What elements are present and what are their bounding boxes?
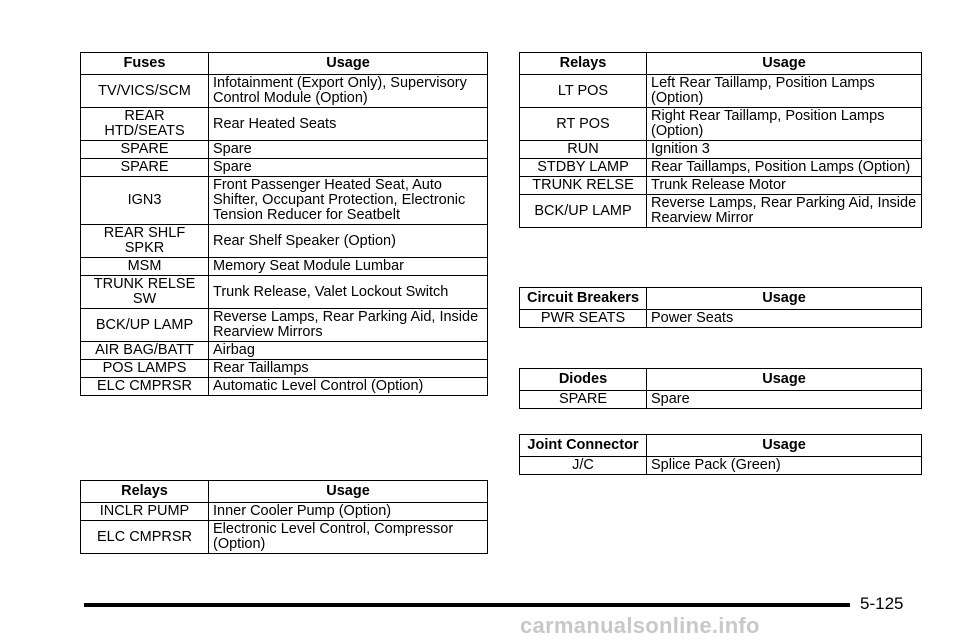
joint-connector-table	[519, 434, 922, 475]
table-row	[520, 75, 922, 108]
cell-usage: Electronic Level Control, Compressor (Option)	[209, 521, 488, 554]
cell-circuit: PWR SEATS	[520, 310, 647, 328]
cell-usage: Reverse Lamps, Rear Parking Aid, Inside Rearview Mirrors	[209, 309, 488, 342]
table-row	[81, 75, 488, 108]
table-row	[520, 457, 922, 475]
cell-circuit: MSM	[81, 258, 209, 276]
cell-usage: Ignition 3	[647, 141, 922, 159]
cell-circuit: RT POS	[520, 108, 647, 141]
cell-circuit: TRUNK RELSE	[520, 177, 647, 195]
cell-usage: Front Passenger Heated Seat, Auto Shifter, Occupant Protection, Electronic Tension Reducer for Seatbelt	[209, 177, 488, 225]
cell-usage: Spare	[209, 159, 488, 177]
table-header-row	[520, 435, 922, 457]
cell-usage: Inner Cooler Pump (Option)	[209, 503, 488, 521]
cell-circuit: POS LAMPS	[81, 360, 209, 378]
cell-usage: Airbag	[209, 342, 488, 360]
cell-usage: Spare	[647, 391, 922, 409]
table-header-row	[81, 481, 488, 503]
cell-circuit: J/C	[520, 457, 647, 475]
column-header-usage: Usage	[647, 288, 922, 310]
table-row	[520, 177, 922, 195]
column-header-name: Relays	[81, 481, 209, 503]
page-number: 5-125	[860, 594, 904, 613]
table-body	[520, 310, 922, 328]
cell-circuit: STDBY LAMP	[520, 159, 647, 177]
table-row	[520, 159, 922, 177]
cell-usage: Splice Pack (Green)	[647, 457, 922, 475]
table-row	[81, 342, 488, 360]
table-row	[520, 195, 922, 228]
circuit-breakers-table	[519, 287, 922, 328]
cell-circuit: BCK/UP LAMP	[81, 309, 209, 342]
cell-circuit: SPARE	[81, 159, 209, 177]
table-header-row	[81, 53, 488, 75]
column-header-name: Circuit Breakers	[520, 288, 647, 310]
table-row	[520, 108, 922, 141]
table-body	[81, 75, 488, 396]
cell-circuit: RUN	[520, 141, 647, 159]
cell-circuit: LT POS	[520, 75, 647, 108]
column-header-usage: Usage	[647, 369, 922, 391]
cell-circuit: SPARE	[520, 391, 647, 409]
cell-circuit: ELC CMPRSR	[81, 378, 209, 396]
column-header-usage: Usage	[209, 481, 488, 503]
table-row	[81, 159, 488, 177]
cell-circuit: AIR BAG/BATT	[81, 342, 209, 360]
table-row	[81, 225, 488, 258]
cell-circuit: SPARE	[81, 141, 209, 159]
table-header-row	[520, 53, 922, 75]
table-row	[81, 276, 488, 309]
cell-circuit: INCLR PUMP	[81, 503, 209, 521]
cell-circuit: IGN3	[81, 177, 209, 225]
cell-circuit: BCK/UP LAMP	[520, 195, 647, 228]
table-body	[520, 75, 922, 228]
cell-usage: Automatic Level Control (Option)	[209, 378, 488, 396]
table-body	[520, 457, 922, 475]
cell-usage: Right Rear Taillamp, Position Lamps (Option)	[647, 108, 922, 141]
column-header-name: Diodes	[520, 369, 647, 391]
cell-usage: Reverse Lamps, Rear Parking Aid, Inside Rearview Mirror	[647, 195, 922, 228]
table-body	[81, 503, 488, 554]
cell-circuit: TRUNK RELSE SW	[81, 276, 209, 309]
cell-usage: Left Rear Taillamp, Position Lamps (Option)	[647, 75, 922, 108]
table-row	[81, 141, 488, 159]
table-row	[81, 309, 488, 342]
table-row	[81, 177, 488, 225]
relays-table-right	[519, 52, 922, 228]
table-row	[81, 258, 488, 276]
cell-usage: Trunk Release, Valet Lockout Switch	[209, 276, 488, 309]
column-header-usage: Usage	[209, 53, 488, 75]
cell-usage: Rear Taillamps, Position Lamps (Option)	[647, 159, 922, 177]
footer-rule	[84, 603, 850, 607]
relays-table-left	[80, 480, 488, 554]
column-header-name: Joint Connector	[520, 435, 647, 457]
watermark: carmanualsonline.info	[520, 613, 760, 638]
table-row	[520, 141, 922, 159]
cell-circuit: REAR SHLF SPKR	[81, 225, 209, 258]
table-row	[81, 503, 488, 521]
cell-usage: Trunk Release Motor	[647, 177, 922, 195]
table-header-row	[520, 288, 922, 310]
table-row	[520, 310, 922, 328]
table-row	[520, 391, 922, 409]
cell-usage: Memory Seat Module Lumbar	[209, 258, 488, 276]
cell-usage: Rear Shelf Speaker (Option)	[209, 225, 488, 258]
cell-circuit: TV/VICS/SCM	[81, 75, 209, 108]
column-header-usage: Usage	[647, 435, 922, 457]
column-header-usage: Usage	[647, 53, 922, 75]
cell-usage: Infotainment (Export Only), Supervisory Control Module (Option)	[209, 75, 488, 108]
cell-usage: Power Seats	[647, 310, 922, 328]
table-body	[520, 391, 922, 409]
cell-usage: Spare	[209, 141, 488, 159]
table-row	[81, 360, 488, 378]
cell-circuit: REAR HTD/SEATS	[81, 108, 209, 141]
table-row	[81, 108, 488, 141]
table-header-row	[520, 369, 922, 391]
column-header-name: Fuses	[81, 53, 209, 75]
cell-usage: Rear Taillamps	[209, 360, 488, 378]
fuses-table	[80, 52, 488, 396]
table-row	[81, 521, 488, 554]
column-header-name: Relays	[520, 53, 647, 75]
diodes-table	[519, 368, 922, 409]
cell-usage: Rear Heated Seats	[209, 108, 488, 141]
cell-circuit: ELC CMPRSR	[81, 521, 209, 554]
table-row	[81, 378, 488, 396]
